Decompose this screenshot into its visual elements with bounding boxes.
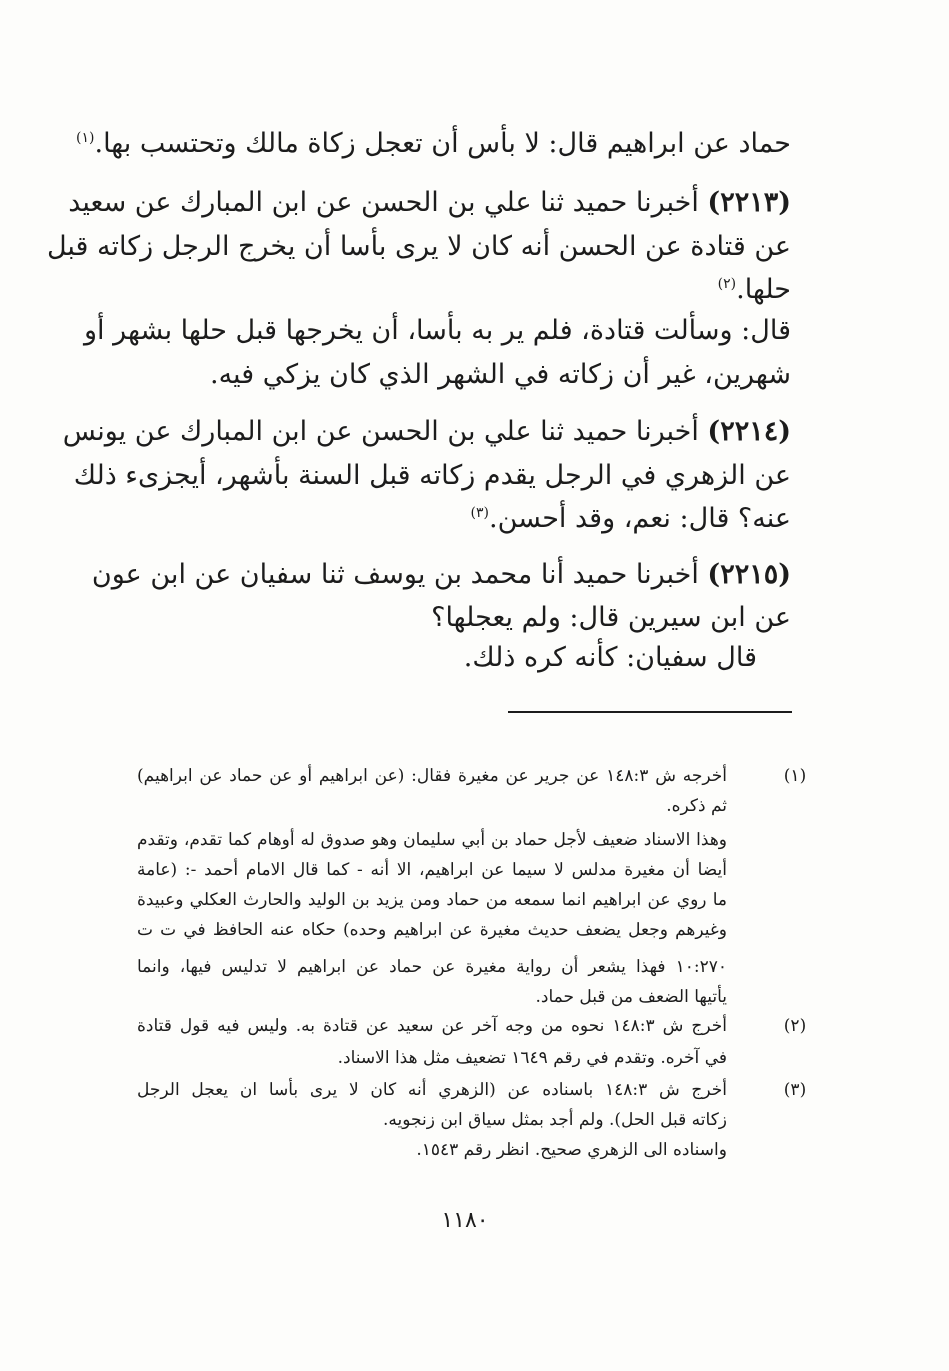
body-line-1 bbox=[76, 122, 791, 166]
page-number: ١١٨٠ bbox=[441, 1208, 489, 1233]
body-line-4 bbox=[121, 268, 791, 312]
paragraph-text: شهرين، غير أن زكاته في الشهر الذي كان يزكي فيه. bbox=[210, 359, 791, 390]
footnote-3-line-2: زكاته قبل الحل). ولم أجد بمثل سياق ابن زنجويه. bbox=[383, 1110, 727, 1130]
body-line-6 bbox=[121, 353, 791, 397]
footnote-1-line-2: ثم ذكره. bbox=[666, 796, 727, 816]
footnote-ref-3: (٣) bbox=[470, 505, 489, 521]
hadith-number-2214: (٢٢١٤) bbox=[707, 416, 791, 447]
paragraph-text: قال: وسألت قتادة، فلم ير به بأسا، أن يخرجها قبل حلها بشهر أو bbox=[84, 315, 791, 346]
footnote-number-2: (٢) bbox=[783, 1016, 807, 1036]
footnote-ref-1: (١) bbox=[76, 130, 95, 146]
footnote-1-line-4: أيضا أن مغيرة مدلس لا سيما عن ابراهيم، الا أنه - كما قال الامام أحمد -: (عامة bbox=[137, 860, 727, 880]
paragraph-text: قال سفيان: كأنه كره ذلك. bbox=[463, 642, 757, 673]
footnote-2-line-2: في آخره. وتقدم في رقم ١٦٤٩ تضعيف مثل هذا الاسناد. bbox=[337, 1048, 727, 1068]
body-line-9 bbox=[121, 497, 791, 541]
body-line-12 bbox=[87, 636, 757, 680]
body-line-7 bbox=[62, 410, 791, 454]
footnote-1-line-8: يأتيها الضعف من قبل حماد. bbox=[535, 987, 727, 1007]
body-line-8 bbox=[73, 454, 791, 498]
footnote-number-3: (٣) bbox=[783, 1080, 807, 1100]
hadith-number-2215: (٢٢١٥) bbox=[707, 559, 791, 590]
footnote-1-line-1: أخرجه ش ١٤٨:٣ عن جرير عن مغيرة فقال: (عن ابراهيم أو عن حماد عن ابراهيم) bbox=[137, 766, 727, 786]
paragraph-text: عن الزهري في الرجل يقدم زكاته قبل السنة بأشهر، أيجزىء ذلك bbox=[73, 460, 791, 491]
paragraph-text: حلها. bbox=[736, 274, 791, 305]
footnote-number-1: (١) bbox=[783, 766, 807, 786]
body-line-2 bbox=[68, 181, 791, 225]
footnote-3-line-1: أخرج ش ١٤٨:٣ باسناده عن (الزهري أنه كان لا يرى بأسا ان يعجل الرجل bbox=[137, 1080, 727, 1100]
body-line-5 bbox=[84, 309, 791, 353]
paragraph-text: أخبرنا حميد ثنا علي بن الحسن عن ابن المبارك عن سعيد bbox=[68, 187, 708, 218]
paragraph-text: عن قتادة عن الحسن أنه كان لا يرى بأسا أن يخرج الرجل زكاته قبل bbox=[46, 231, 791, 262]
hadith-number-2213: (٢٢١٣) bbox=[707, 187, 791, 218]
paragraph-text: أخبرنا حميد أنا محمد بن يوسف ثنا سفيان عن ابن عون bbox=[91, 559, 708, 590]
footnote-1-line-7: ١٠:٢٧٠ فهذا يشعر أن رواية مغيرة عن حماد عن ابراهيم لا تدليس فيها، وانما bbox=[137, 957, 727, 977]
paragraph-text: عنه؟ قال: نعم، وقد أحسن. bbox=[489, 503, 791, 534]
footnote-divider bbox=[508, 711, 792, 713]
footnote-ref-2: (٢) bbox=[717, 276, 737, 292]
footnote-2-line-1: أخرج ش ١٤٨:٣ نحوه من وجه آخر عن سعيد عن قتادة به. وليس فيه قول قتادة bbox=[137, 1016, 728, 1036]
paragraph-text: أخبرنا حميد ثنا علي بن الحسن عن ابن المبارك عن يونس bbox=[62, 416, 708, 447]
body-line-10 bbox=[91, 553, 791, 597]
footnote-3-line-3: واسناده الى الزهري صحيح. انظر رقم ١٥٤٣. bbox=[416, 1140, 727, 1160]
paragraph-text: حماد عن ابراهيم قال: لا بأس أن تعجل زكاة مالك وتحتسب بها. bbox=[94, 128, 791, 159]
footnote-1-line-5: ما روي عن ابراهيم انما سمعه من حماد ومن يزيد بن الوليد والحارث العكلي وعبيدة bbox=[137, 890, 727, 910]
footnote-1-line-3: وهذا الاسناد ضعيف لأجل حماد بن أبي سليمان وهو صدوق له أوهام كما تقدم، وتقدم bbox=[137, 830, 727, 850]
footnote-1-line-6: وغيرهم وجعل يضعف حديث مغيرة عن ابراهيم وحده) حكاه عنه الحافظ في ت ت bbox=[137, 920, 727, 940]
body-line-11 bbox=[121, 596, 791, 640]
body-line-3 bbox=[46, 225, 791, 269]
paragraph-text: عن ابن سيرين قال: ولم يعجلها؟ bbox=[431, 602, 791, 633]
